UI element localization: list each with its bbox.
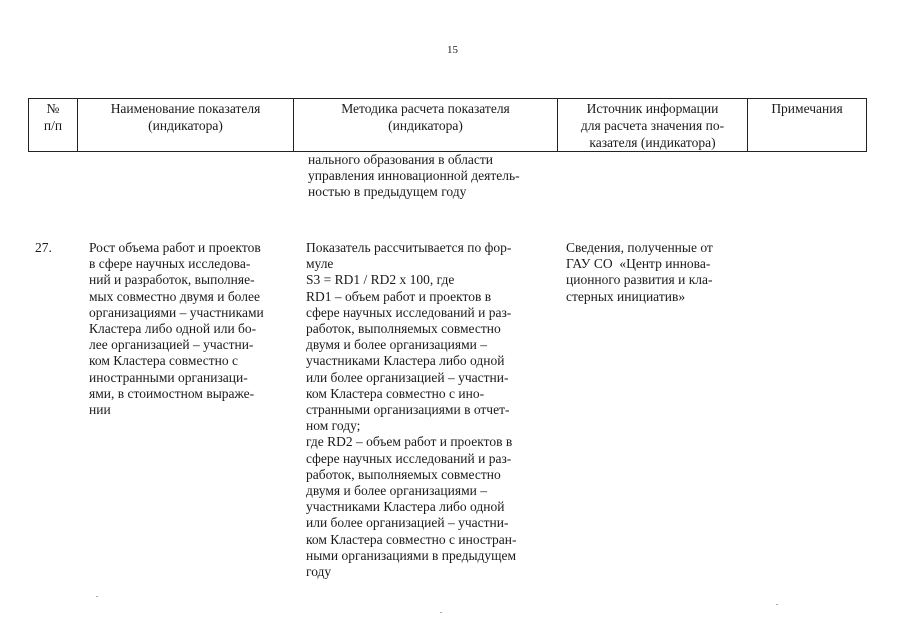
row-number: 27. [35, 240, 52, 255]
header-cell-source [558, 99, 748, 152]
header-method-label: Методика расчета показателя (индикатора) [341, 101, 510, 133]
header-number-label: № п/п [43, 101, 63, 133]
header-cell-notes [748, 99, 867, 152]
scan-speck [440, 612, 442, 613]
header-notes-label: Примечания [771, 101, 843, 116]
information-source: Сведения, полученные от ГАУ СО «Центр иннова- ционного развития и кла- стерных инициатив» [566, 240, 713, 304]
header-source-label: Источник информации для расчета значения по- казателя (индикатора) [580, 101, 725, 150]
header-name-label: Наименование показателя (индикатора) [110, 101, 261, 133]
scan-speck [96, 596, 98, 597]
indicator-table-header [28, 98, 867, 152]
indicator-name: Рост объема работ и проектов в сфере научных исследова- ний и разработок, выполняе- мых совместно двумя и более организациями – участниками Кластера либо одной или бо- лее организацией – участни- ком Кластера совместно с иностранными организаци- ями, в стоимостном выраже- нии [89, 240, 264, 418]
header-cell-method [294, 99, 558, 152]
method-continuation-text: нального образования в области управления инновационной деятель- ностью в предыдущем году [308, 152, 520, 200]
scan-speck [776, 604, 778, 605]
header-cell-number [29, 99, 78, 152]
calculation-method: Показатель рассчитывается по фор- муле S3 = RD1 / RD2 x 100, где RD1 – объем работ и проектов в сфере научных исследований и раз- работок, выполняемых совместно двумя и более организациями – участниками Кластера либо одной или более организацией – участни- ком Кластера совместно с ино- странными организациями в отчет- ном году; где RD2 – объем работ и проектов в сфере научных исследований и раз- работок, выполняемых совместно двумя и более организациями – участниками Кластера либо одной или более организацией – участни- ком Кластера совместно с иностран- ными организациями в предыдущем году [306, 240, 517, 580]
header-cell-name [78, 99, 294, 152]
page-number: 15 [447, 44, 458, 56]
